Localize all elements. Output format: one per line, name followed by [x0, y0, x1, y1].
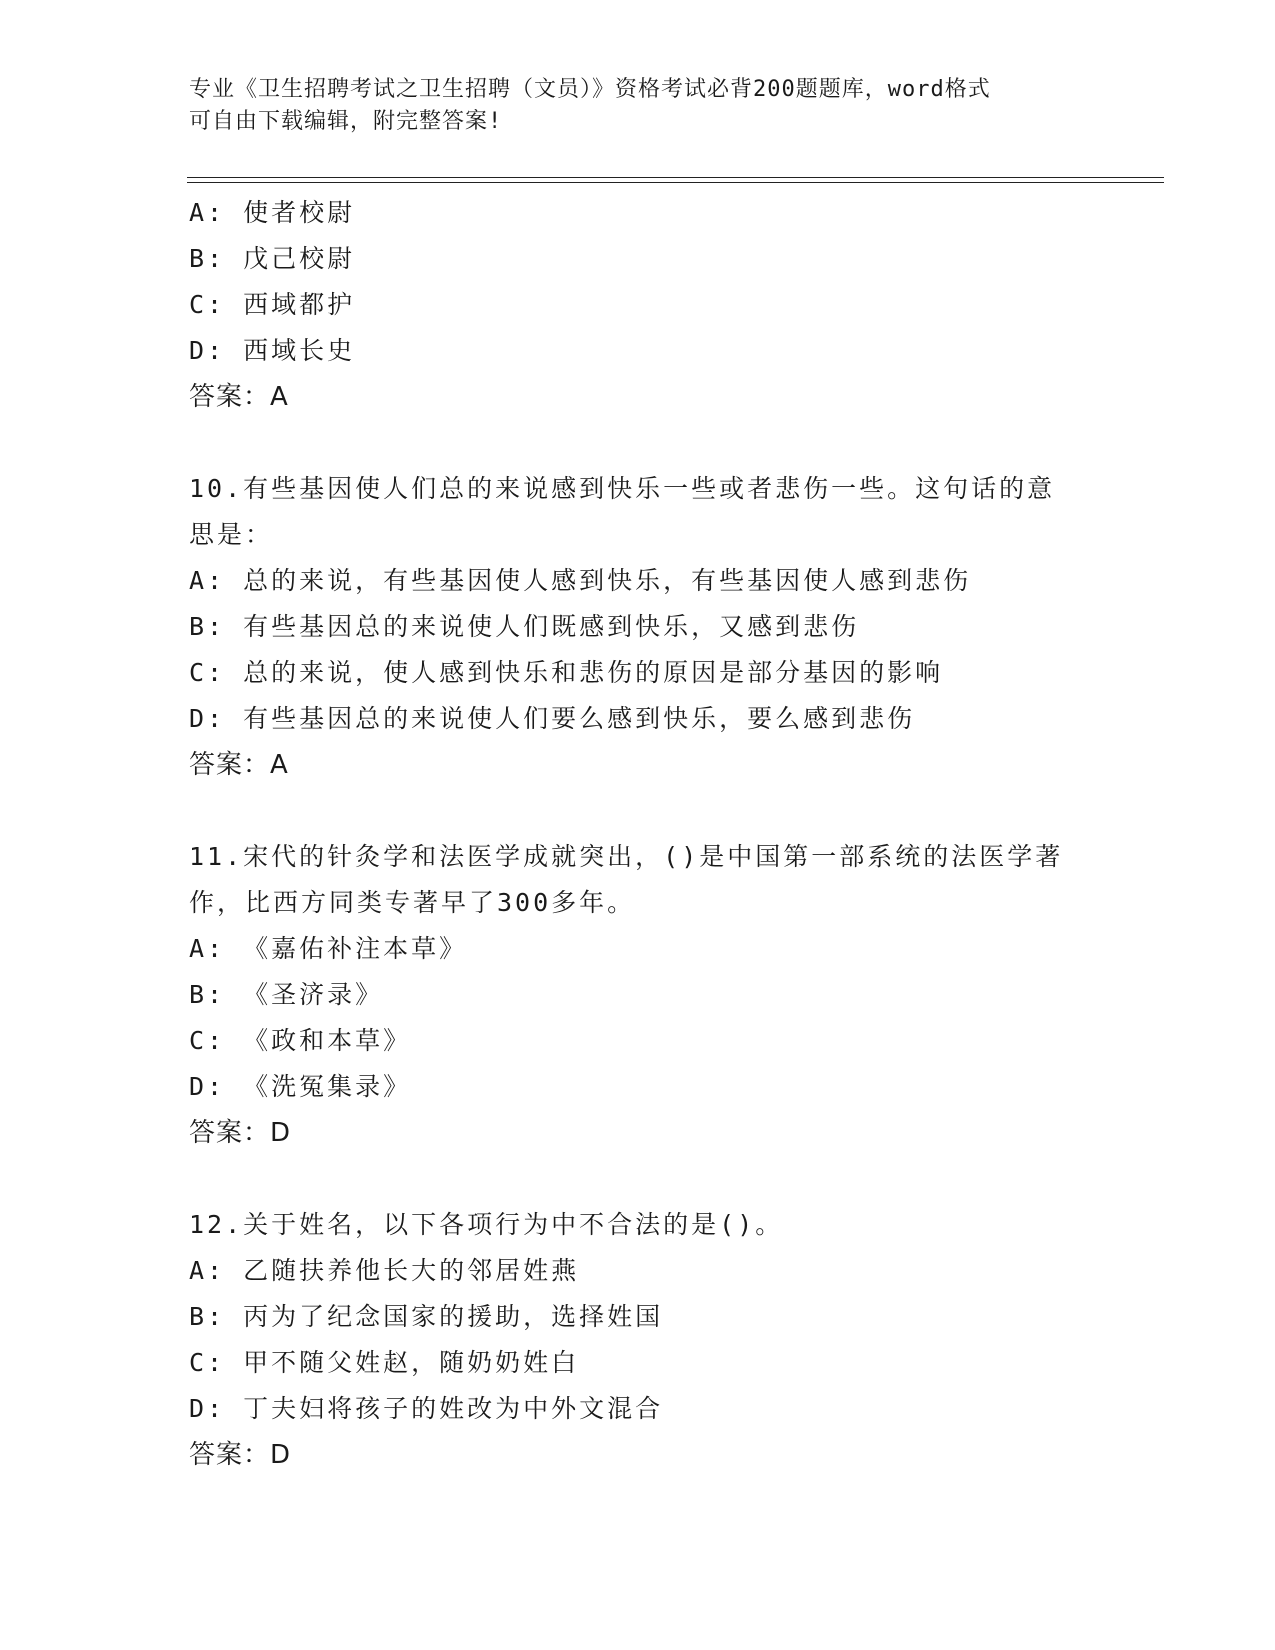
- header-rule-bottom: [187, 182, 1164, 183]
- answer-line: 答案：D: [189, 1440, 292, 1470]
- answer-line: 答案：A: [189, 750, 289, 780]
- question-11: [189, 834, 1089, 1156]
- answer-line: 答案：D: [189, 1118, 292, 1148]
- option-d: D: 《洗冤集录》: [189, 1072, 412, 1101]
- question-10: [189, 466, 1089, 788]
- header-line-2: 可自由下载编辑，附完整答案!: [189, 109, 503, 134]
- question-stem-line-1: 11.宋代的针灸学和法医学成就突出，()是中国第一部系统的法医学著: [189, 842, 1064, 871]
- option-b: B: 戊己校尉: [189, 244, 356, 273]
- spacer: [189, 788, 1089, 834]
- question-content: [189, 190, 1089, 1478]
- spacer: [189, 420, 1089, 466]
- option-b: B: 有些基因总的来说使人们既感到快乐，又感到悲伤: [189, 612, 860, 641]
- question-stem-line-1: 10.有些基因使人们总的来说感到快乐一些或者悲伤一些。这句话的意: [189, 474, 1056, 503]
- question-9: [189, 190, 1089, 420]
- question-stem-line-1: 12.关于姓名，以下各项行为中不合法的是()。: [189, 1210, 784, 1239]
- option-c: C: 《政和本草》: [189, 1026, 412, 1055]
- option-d: D: 丁夫妇将孩子的姓改为中外文混合: [189, 1394, 664, 1423]
- option-b: B: 丙为了纪念国家的援助，选择姓国: [189, 1302, 664, 1331]
- question-12: [189, 1202, 1089, 1478]
- option-a: A: 乙随扶养他长大的邻居姓燕: [189, 1256, 580, 1285]
- answer-line: 答案：A: [189, 382, 289, 412]
- option-b: B: 《圣济录》: [189, 980, 384, 1009]
- option-a: A: 总的来说，有些基因使人感到快乐，有些基因使人感到悲伤: [189, 566, 972, 595]
- question-stem-line-2: 思是：: [189, 520, 274, 549]
- option-c: C: 西域都护: [189, 290, 356, 319]
- option-c: C: 总的来说，使人感到快乐和悲伤的原因是部分基因的影响: [189, 658, 944, 687]
- header-line-1: 专业《卫生招聘考试之卫生招聘（文员）》资格考试必背200题题库，word格式: [189, 77, 991, 102]
- option-a: A: 《嘉佑补注本草》: [189, 934, 468, 963]
- question-stem-line-2: 作，比西方同类专著早了300多年。: [189, 888, 636, 917]
- option-c: C: 甲不随父姓赵，随奶奶姓白: [189, 1348, 580, 1377]
- option-d: D: 有些基因总的来说使人们要么感到快乐，要么感到悲伤: [189, 704, 916, 733]
- header-rule-top: [187, 177, 1164, 178]
- option-a: A: 使者校尉: [189, 198, 356, 227]
- spacer: [189, 1156, 1089, 1202]
- option-d: D: 西域长史: [189, 336, 356, 365]
- document-header: [189, 74, 1089, 138]
